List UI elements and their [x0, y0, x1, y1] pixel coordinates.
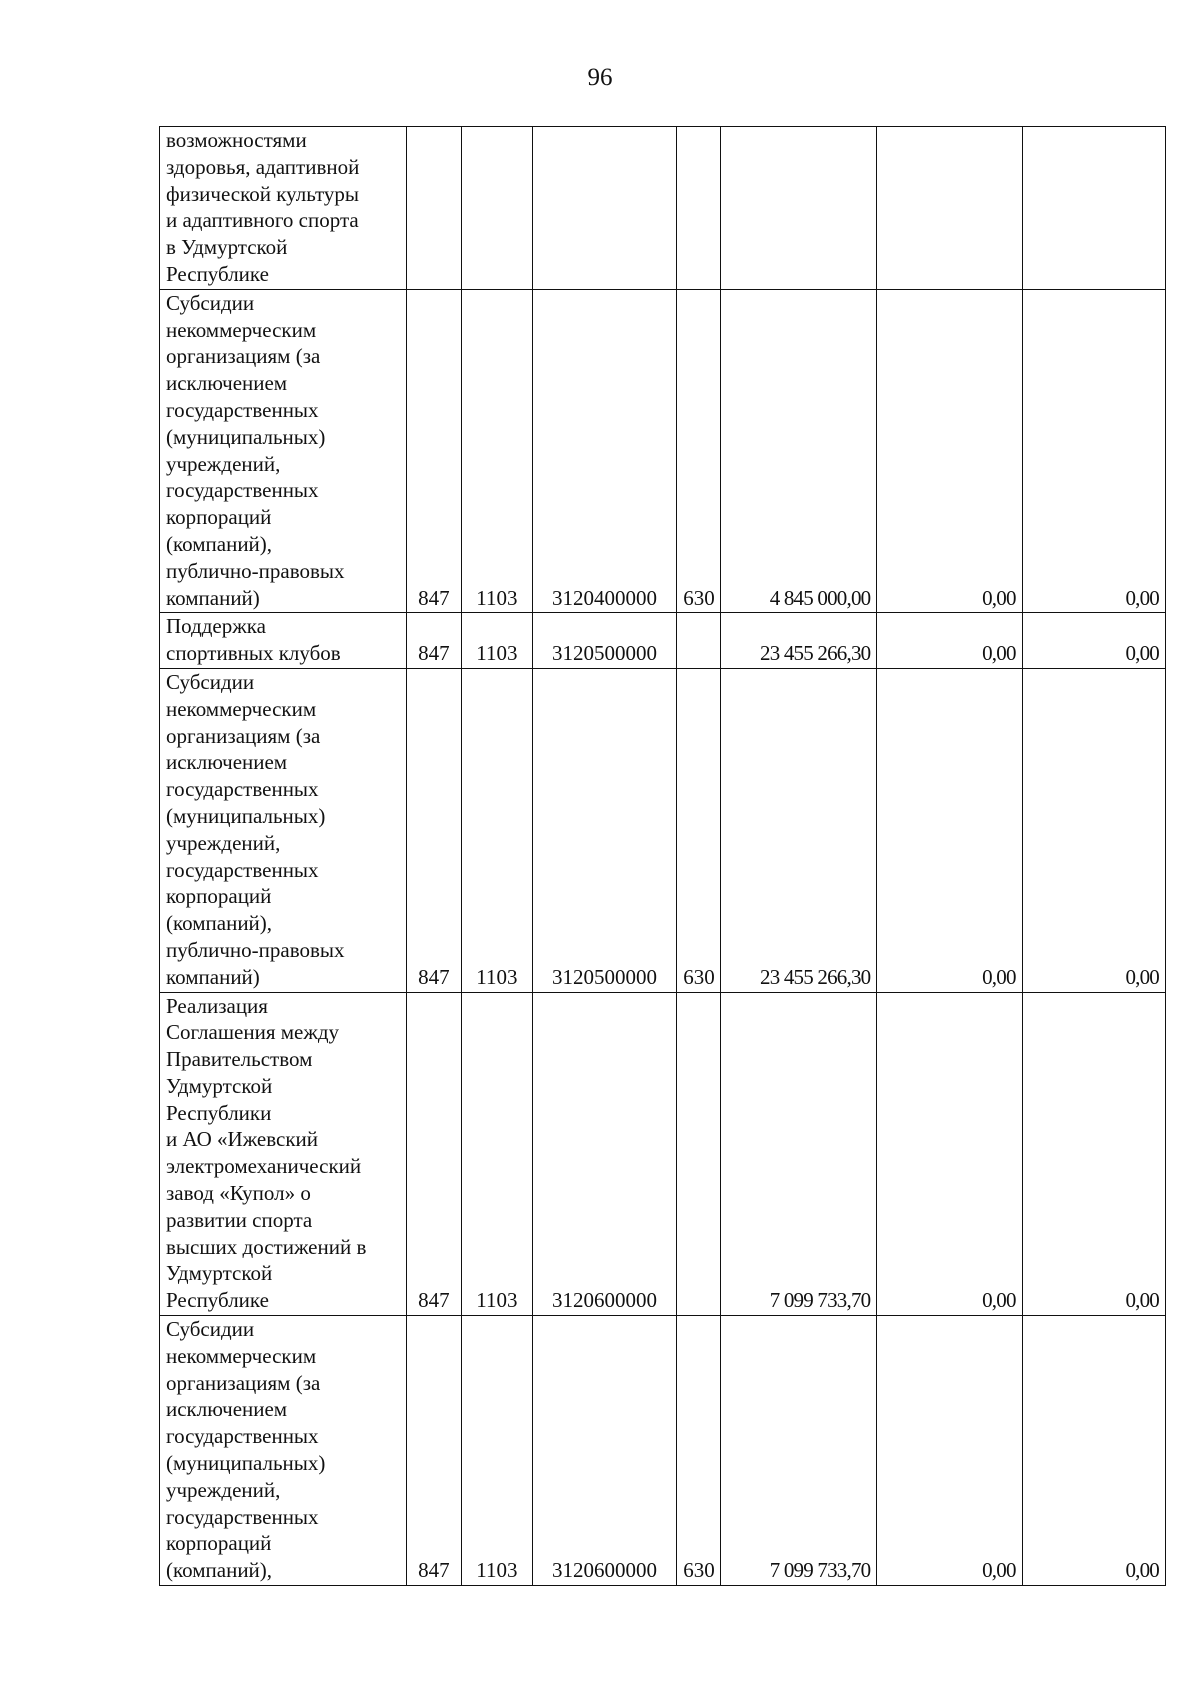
cell-amount-2: 0,00: [877, 289, 1022, 613]
cell-target-code: 3120600000: [532, 1316, 676, 1586]
item-name-line: (компаний),: [166, 911, 273, 936]
item-name-line: компаний): [166, 585, 260, 610]
cell-target-code: 3120400000: [532, 289, 676, 613]
cell-expense-type: [677, 613, 721, 669]
cell-amount-1: 23 455 266,30: [720, 668, 876, 992]
cell-amount-3: [1022, 127, 1165, 290]
item-name-line: корпораций: [166, 884, 272, 909]
item-name-line: исключением: [166, 1397, 288, 1422]
item-name-line: некоммерческим: [166, 1343, 317, 1368]
item-name-line: Республике: [166, 261, 269, 286]
item-name-line: Соглашения между: [166, 1020, 340, 1045]
item-name-line: Удмуртской: [166, 1261, 273, 1286]
table-row: [160, 992, 1166, 1316]
cell-section: [461, 127, 532, 290]
item-name-line: Субсидии: [166, 669, 255, 694]
item-name-line: Республике: [166, 1288, 269, 1313]
item-name-line: спортивных клубов: [166, 641, 341, 666]
cell-amount-3: 0,00: [1022, 289, 1165, 613]
cell-expense-type: [677, 127, 721, 290]
cell-amount-1: 4 845 000,00: [720, 289, 876, 613]
item-name-line: организациям (за: [166, 1370, 321, 1395]
cell-target-code: [532, 127, 676, 290]
cell-expense-type: 630: [677, 668, 721, 992]
cell-amount-3: 0,00: [1022, 1316, 1165, 1586]
cell-section: 1103: [461, 613, 532, 669]
item-name-line: завод «Купол» о: [166, 1181, 311, 1206]
item-name-line: организациям (за: [166, 344, 321, 369]
cell-ved: 847: [406, 668, 461, 992]
item-name-line: развитии спорта: [166, 1207, 313, 1232]
item-name-line: государственных: [166, 777, 319, 802]
cell-item-name: [160, 1316, 407, 1586]
item-name-line: (муниципальных): [166, 424, 326, 449]
cell-amount-3: 0,00: [1022, 613, 1165, 669]
cell-amount-2: [877, 127, 1022, 290]
item-name-line: (компаний),: [166, 531, 273, 556]
item-name-line: корпораций: [166, 505, 272, 530]
cell-ved: 847: [406, 613, 461, 669]
item-name-line: Субсидии: [166, 1317, 255, 1342]
table-row: [160, 668, 1166, 992]
item-name-line: государственных: [166, 1504, 319, 1529]
item-name-line: возможностями: [166, 128, 307, 152]
cell-ved: 847: [406, 1316, 461, 1586]
item-name-line: в Удмуртской: [166, 235, 288, 260]
cell-amount-1: 23 455 266,30: [720, 613, 876, 669]
cell-amount-2: 0,00: [877, 668, 1022, 992]
cell-amount-1: 7 099 733,70: [720, 992, 876, 1316]
cell-item-name: [160, 668, 407, 992]
table-row: [160, 613, 1166, 669]
cell-target-code: 3120500000: [532, 613, 676, 669]
cell-ved: 847: [406, 289, 461, 613]
table-row: [160, 127, 1166, 290]
cell-expense-type: 630: [677, 1316, 721, 1586]
item-name-line: (компаний),: [166, 1558, 273, 1583]
item-name-line: некоммерческим: [166, 696, 317, 721]
item-name-line: Поддержка: [166, 614, 266, 639]
item-name-line: (муниципальных): [166, 1451, 326, 1476]
cell-amount-3: 0,00: [1022, 992, 1165, 1316]
item-name-line: учреждений,: [166, 1477, 281, 1502]
item-name-line: публично-правовых: [166, 937, 345, 962]
cell-expense-type: 630: [677, 289, 721, 613]
cell-section: 1103: [461, 668, 532, 992]
cell-section: 1103: [461, 992, 532, 1316]
item-name-line: компаний): [166, 964, 260, 989]
cell-target-code: 3120500000: [532, 668, 676, 992]
item-name-line: некоммерческим: [166, 317, 317, 342]
table-body: [160, 127, 1166, 1586]
item-name-line: и АО «Ижевский: [166, 1127, 319, 1152]
cell-amount-2: 0,00: [877, 992, 1022, 1316]
cell-amount-1: [720, 127, 876, 290]
cell-ved: 847: [406, 992, 461, 1316]
cell-item-name: [160, 613, 407, 669]
cell-amount-1: 7 099 733,70: [720, 1316, 876, 1586]
item-name-line: Республики: [166, 1100, 272, 1125]
cell-item-name: [160, 289, 407, 613]
item-name-line: публично-правовых: [166, 558, 345, 583]
page-number: 96: [587, 64, 613, 91]
item-name-line: Реализация: [166, 993, 268, 1018]
cell-item-name: [160, 127, 407, 290]
item-name-line: государственных: [166, 857, 319, 882]
item-name-line: государственных: [166, 478, 319, 503]
table-row: [160, 289, 1166, 613]
cell-expense-type: [677, 992, 721, 1316]
item-name-line: и адаптивного спорта: [166, 208, 359, 233]
item-name-line: здоровья, адаптивной: [166, 154, 360, 179]
cell-section: 1103: [461, 289, 532, 613]
item-name-line: Субсидии: [166, 290, 255, 315]
item-name-line: организациям (за: [166, 723, 321, 748]
cell-item-name: [160, 992, 407, 1316]
item-name-line: корпораций: [166, 1531, 272, 1556]
item-name-line: (муниципальных): [166, 803, 326, 828]
cell-section: 1103: [461, 1316, 532, 1586]
item-name-line: государственных: [166, 397, 319, 422]
cell-amount-3: 0,00: [1022, 668, 1165, 992]
item-name-line: исключением: [166, 371, 288, 396]
item-name-line: Правительством: [166, 1047, 313, 1072]
item-name-line: физической культуры: [166, 181, 359, 206]
cell-amount-2: 0,00: [877, 613, 1022, 669]
cell-target-code: 3120600000: [532, 992, 676, 1316]
cell-ved: [406, 127, 461, 290]
item-name-line: электромеханический: [166, 1154, 362, 1179]
cell-amount-2: 0,00: [877, 1316, 1022, 1586]
item-name-line: учреждений,: [166, 830, 281, 855]
item-name-line: учреждений,: [166, 451, 281, 476]
item-name-line: Удмуртской: [166, 1073, 273, 1098]
table-row: [160, 1316, 1166, 1586]
item-name-line: исключением: [166, 750, 288, 775]
budget-table: [159, 126, 1166, 1586]
item-name-line: государственных: [166, 1424, 319, 1449]
item-name-line: высших достижений в: [166, 1234, 367, 1259]
